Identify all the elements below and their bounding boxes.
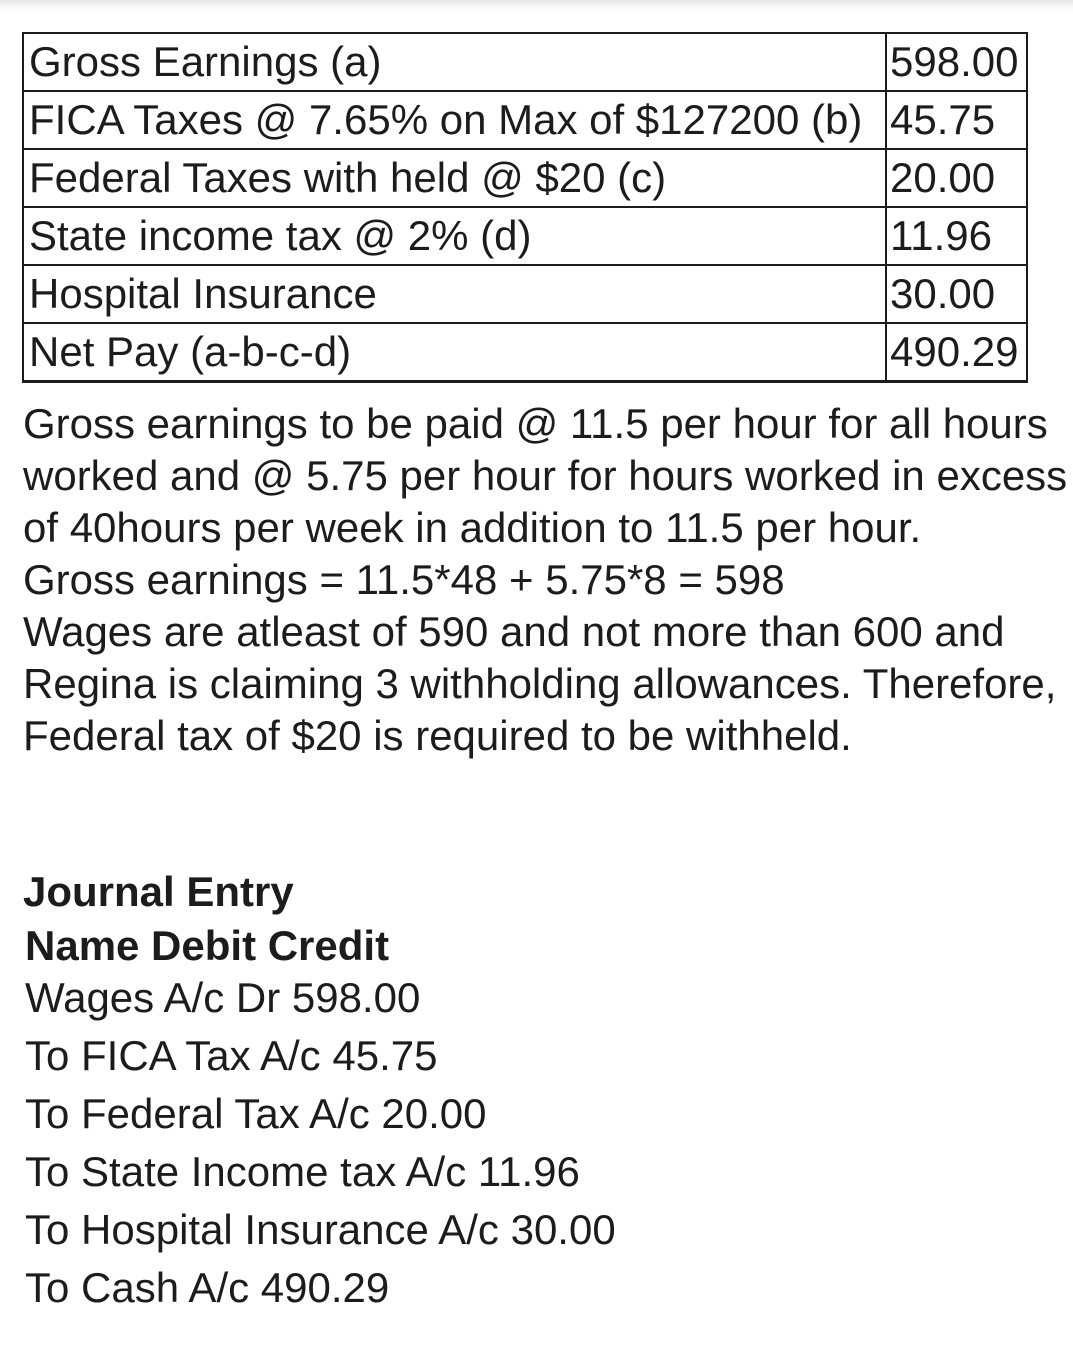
journal-line: To Cash A/c 490.29 <box>25 1264 390 1311</box>
payroll-summary-table <box>22 32 1028 383</box>
row-label: Federal Taxes with held @ $20 (c) <box>23 149 886 207</box>
row-label: State income tax @ 2% (d) <box>23 207 886 265</box>
explanation-paragraph: Gross earnings = 11.5*48 + 5.75*8 = 598 <box>23 556 785 603</box>
row-amount: 11.96 <box>886 207 1027 265</box>
row-label: Net Pay (a-b-c-d) <box>23 323 886 382</box>
table-row <box>23 33 1027 91</box>
journal-line: To State Income tax A/c 11.96 <box>25 1148 580 1195</box>
explanation-paragraph: Wages are atleast of 590 and not more than 600 and Regina is claiming 3 withholding allowances. Therefore, Federal tax of $20 is required to be withheld. <box>23 608 1057 759</box>
journal-line: To Hospital Insurance A/c 30.00 <box>25 1206 616 1253</box>
explanation-text <box>23 398 1068 762</box>
row-label: Gross Earnings (a) <box>23 33 886 91</box>
journal-entry-title: Journal Entry <box>23 868 294 915</box>
row-amount: 598.00 <box>886 33 1027 91</box>
journal-line: To Federal Tax A/c 20.00 <box>25 1090 487 1137</box>
table-row <box>23 149 1027 207</box>
row-label: Hospital Insurance <box>23 265 886 323</box>
explanation-paragraph: Gross earnings to be paid @ 11.5 per hour for all hours worked and @ 5.75 per hour for hours worked in excess of 40hours per week in addition to 11.5 per hour. <box>23 400 1068 551</box>
journal-column-header: Name Debit Credit <box>25 922 390 969</box>
journal-line: To FICA Tax A/c 45.75 <box>25 1032 438 1079</box>
row-amount: 490.29 <box>886 323 1027 382</box>
row-amount: 45.75 <box>886 91 1027 149</box>
table-row <box>23 207 1027 265</box>
top-shadow <box>0 0 1073 10</box>
journal-entry-list <box>25 972 616 1320</box>
table-row <box>23 265 1027 323</box>
row-amount: 20.00 <box>886 149 1027 207</box>
table-row <box>23 323 1027 382</box>
journal-line: Wages A/c Dr 598.00 <box>25 974 421 1021</box>
row-label: FICA Taxes @ 7.65% on Max of $127200 (b) <box>23 91 886 149</box>
row-amount: 30.00 <box>886 265 1027 323</box>
table-row <box>23 91 1027 149</box>
